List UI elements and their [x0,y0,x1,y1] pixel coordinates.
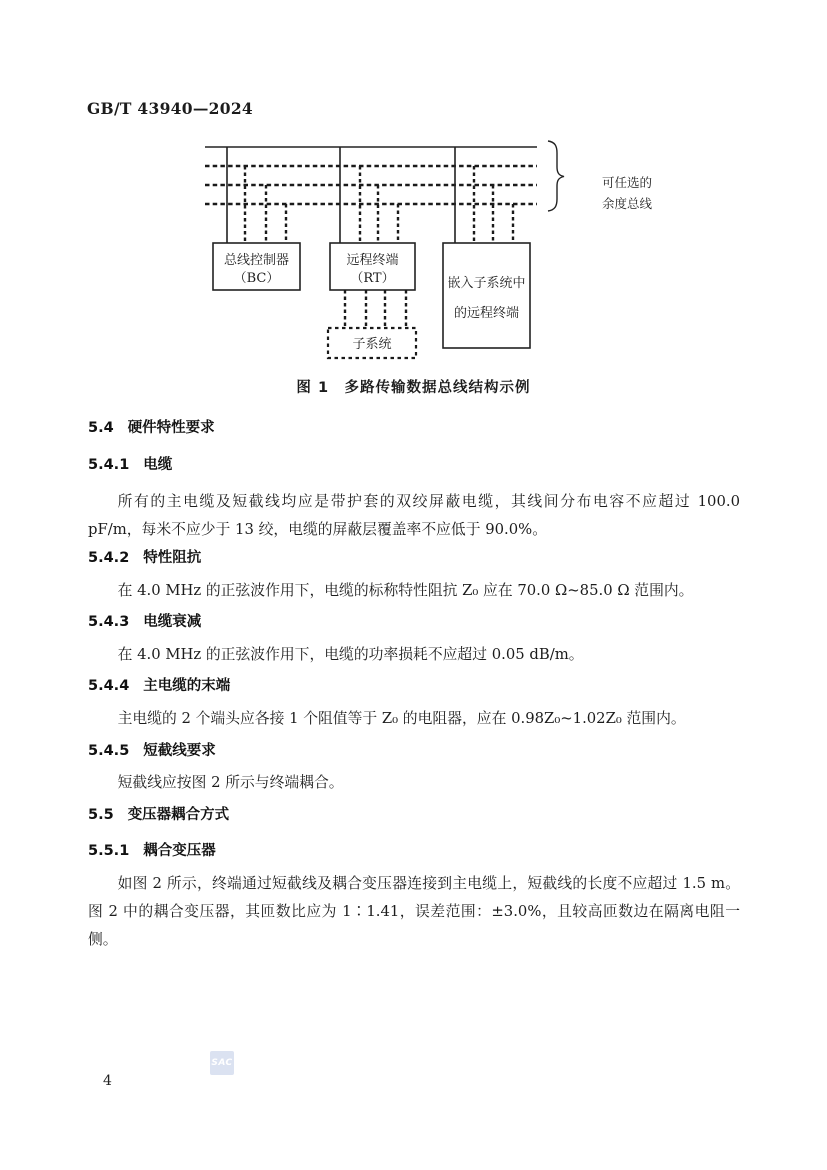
section-heading-5-4 [88,419,740,437]
bc-stub-lines [227,147,286,243]
paragraph-5-4-1: 所有的主电缆及短截线均应是带护套的双绞屏蔽电缆，其线间分布电容不应超过 100.0 pF/m，每米不应少于 13 绞，电缆的屏蔽层覆盖率不应低于 90.0%。 [88,493,740,538]
paragraph-5-5-1: 如图 2 所示，终端通过短截线及耦合变压器连接到主电缆上，短截线的长度不应超过 1.5 m。图 2 中的耦合变压器，其匝数比应为 1∶1.41，误差范围：±3.0%，且较高匝数边在隔离电阻一侧。 [88,875,740,948]
section-heading-5-4-5 [88,742,740,760]
rt-stub-lines [340,147,398,243]
section-heading-5-4-3 [88,613,740,631]
section-heading-5-4-4 [88,677,740,695]
section-title: 特性阻抗 [143,550,202,566]
subsystem-box [328,328,416,358]
paragraph-5-4-4: 主电缆的 2 个端头应各接 1 个阻值等于 Z₀ 的电阻器，应在 0.98Z₀~1.02Z₀ 范围内。 [117,710,686,727]
bus-controller-label: 总线控制器 [223,253,290,268]
section-number: 5.4.5 [88,743,130,759]
section-title: 硬件特性要求 [127,420,215,436]
section-title: 电缆 [143,457,173,473]
section-heading-5-5 [88,806,740,824]
embedded-terminal-label-line1: 嵌入子系统中 [447,276,526,291]
section-title: 耦合变压器 [143,843,216,859]
paragraph-5-4-3: 在 4.0 MHz 的正弦波作用下，电缆的功率损耗不应超过 0.05 dB/m。 [117,646,584,663]
section-heading-5-4-1 [88,456,740,474]
section-number: 5.4.2 [88,550,130,566]
remote-terminal-abbr: （RT） [350,271,395,286]
redundant-bus-lines [205,166,537,204]
section-title: 变压器耦合方式 [127,807,230,823]
bus-controller-abbr: （BC） [233,271,280,286]
section-number: 5.4.4 [88,678,130,694]
figure-1-diagram [165,135,665,400]
paragraph-5-4-5: 短截线应按图 2 所示与终端耦合。 [117,774,344,791]
section-number: 5.4.3 [88,614,130,630]
brace-label-line2: 余度总线 [602,196,653,211]
embedded-rt-stub-lines [455,147,513,243]
section-heading-5-5-1 [88,842,740,860]
section-number: 5.5.1 [88,843,130,859]
figure-1-caption: 图 1 多路传输数据总线结构示例 [296,380,531,396]
section-number: 5.4.1 [88,457,130,473]
section-heading-5-4-2 [88,549,740,567]
optional-bus-brace [548,141,653,211]
section-title: 主电缆的末端 [143,678,231,694]
subsystem-label: 子系统 [352,337,392,352]
embedded-terminal-label-line2: 的远程终端 [453,306,520,321]
brace-label-line1: 可任选的 [602,175,653,190]
embedded-terminal-box [443,243,530,348]
standard-number: GB/T 43940—2024 [87,99,253,118]
section-number: 5.4 [88,420,114,436]
bus-controller-box [213,243,300,290]
document-body [88,412,740,954]
sac-watermark-logo: SAC [210,1051,234,1075]
section-title: 短截线要求 [143,743,216,759]
section-number: 5.5 [88,807,114,823]
remote-terminal-label: 远程终端 [346,253,399,268]
page-number: 4 [103,1073,112,1089]
section-title: 电缆衰减 [143,614,202,630]
subsystem-connector-lines [345,290,406,328]
bus-structure-diagram [165,135,665,400]
remote-terminal-box [330,243,415,290]
paragraph-5-4-2: 在 4.0 MHz 的正弦波作用下，电缆的标称特性阻抗 Z₀ 应在 70.0 Ω~85.0 Ω 范围内。 [117,582,694,599]
